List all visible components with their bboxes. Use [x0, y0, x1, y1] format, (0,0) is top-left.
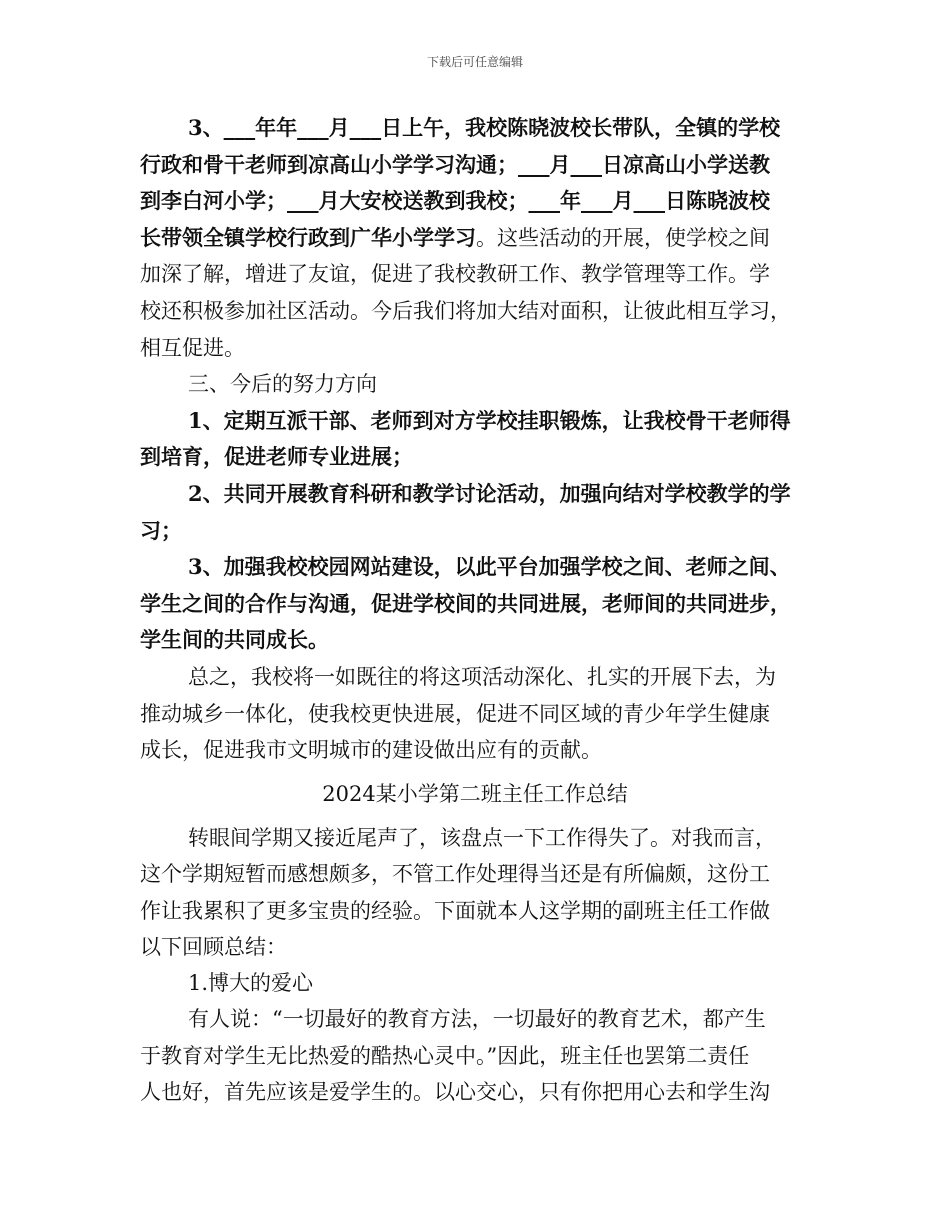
paragraph-line: 转眼间学期又接近尾声了，该盘点一下工作得失了。对我而言，	[188, 826, 776, 850]
paragraph-line: 三、今后的努力方向	[188, 372, 377, 397]
paragraph-line: 到培育，促进老师专业进展；	[140, 444, 413, 470]
paragraph-line: 1、定期互派干部、老师到对方学校挂职锻炼，让我校骨干老师得	[188, 407, 791, 433]
paragraph-line: 于教育对学生无比热爱的酷热心灵中。”因此，班主任也罢第二责任	[140, 1043, 750, 1068]
paragraph-line: 成长，促进我市文明城市的建设做出应有的贡献。	[140, 738, 602, 763]
page-header: 下载后可任意编辑	[426, 55, 523, 69]
paragraph-line: 学生间的共同成长。	[140, 627, 329, 653]
paragraph-line: 行政和骨干老师到凉高山小学学习沟通；___月___日凉高山小学送教	[140, 151, 770, 177]
paragraph-line: 推动城乡一体化，使我校更快进展，促进不同区域的青少年学生健康	[140, 701, 770, 726]
paragraph-line: 2、共同开展教育科研和教学讨论活动，加强向结对学校教学的学	[188, 480, 791, 506]
regular-text: 。这些活动的开展，使学校之间	[476, 225, 770, 250]
paragraph-line: 加深了解，增进了友谊，促进了我校教研工作、教学管理等工作。学	[140, 262, 770, 287]
paragraph-line: 以下回顾总结：	[140, 934, 287, 959]
bold-text: 长带领全镇学校行政到广华小学学习	[140, 224, 476, 250]
paragraph-line: 总之，我校将一如既往的将这项活动深化、扎实的开展下去，为	[188, 664, 776, 689]
section-title: 2024某小学第二班主任工作总结	[322, 782, 628, 806]
document-body-part1	[140, 110, 820, 769]
paragraph-line	[140, 220, 820, 257]
document-body-part2	[140, 820, 820, 1110]
paragraph-line: 人也好，首先应该是爱学生的。以心交心，只有你把用心去和学生沟	[140, 1080, 770, 1105]
paragraph-line: 3、___年年___月___日上午，我校陈晓波校长带队，全镇的学校	[188, 115, 781, 140]
paragraph-line: 到李白河小学；___月大安校送教到我校；___年___月___日陈晓波校	[140, 188, 770, 214]
paragraph-line: 校还积极参加社区活动。今后我们将加大结对面积，让彼此相互学习，	[140, 298, 791, 323]
paragraph-line: 习；	[140, 517, 182, 543]
paragraph-line: 相互促进。	[140, 335, 245, 360]
paragraph-line: 这个学期短暂而感想颇多，不管工作处理得当还是有所偏颇，这份工	[140, 862, 770, 887]
paragraph-line: 1.博大的爱心	[188, 971, 314, 996]
paragraph-line: 有人说：“一切最好的教育方法，一切最好的教育艺术，都产生	[188, 1007, 766, 1032]
paragraph-line: 作让我累积了更多宝贵的经验。下面就本人这学期的副班主任工作做	[140, 898, 770, 923]
paragraph-line: 3、加强我校校园网站建设，以此平台加强学校之间、老师之间、	[188, 554, 791, 580]
paragraph-line: 学生之间的合作与沟通，促进学校间的共同进展，老师间的共同进步，	[140, 590, 791, 616]
